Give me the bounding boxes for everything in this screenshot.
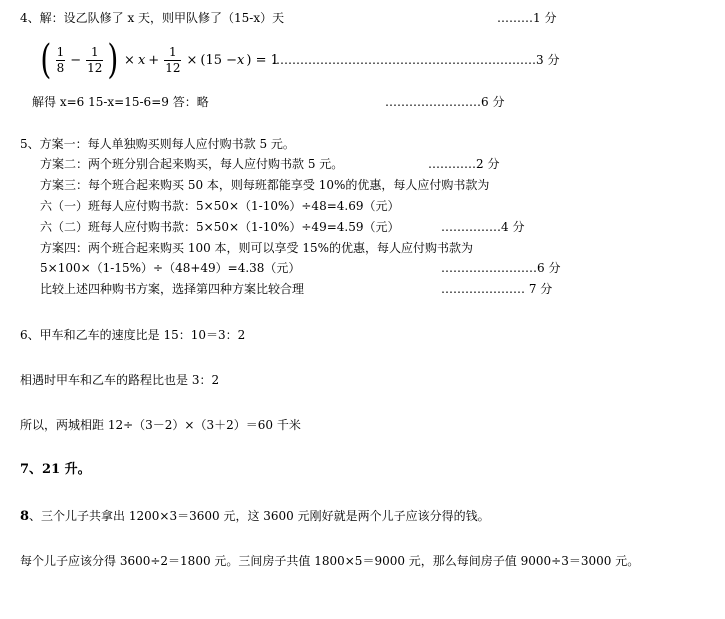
q5-plan3: 方案三：每个班合起来购买 50 本，则每班都能享受 10%的优惠，每人应付购书款为: [40, 178, 490, 192]
q4-solve-score: ……………………6 分: [385, 95, 505, 109]
q8-line2: 每个儿子应该分得 3600÷2＝1800 元。三间房子共值 1800×5＝9000 元，那么每间房子值 9000÷3＝3000 元。: [20, 554, 640, 568]
q5-class6-2-score: ……………4 分: [441, 220, 525, 234]
formula-right-paren: ): [107, 37, 119, 83]
q5-plan2-score: …………2 分: [428, 157, 500, 171]
q6-line3: 所以，两城相距 12÷（3－2）×（3＋2）＝60 千米: [20, 418, 301, 432]
fraction-numerator: 1: [169, 44, 177, 59]
fraction-one-twelfth: [86, 45, 103, 76]
times-sign: ×: [124, 52, 135, 68]
variable-x: x: [237, 52, 245, 68]
minus-sign: −: [70, 52, 82, 68]
fraction-numerator: 1: [90, 44, 99, 59]
q6-line2: 相遇时甲车和乙车的路程比也是 3：2: [20, 373, 220, 387]
fraction-denominator: 12: [87, 60, 103, 75]
q8-line1: [20, 508, 490, 525]
fraction-one-eighth: [56, 45, 66, 76]
q5-plan2: 方案二：两个班分别合起来购买，每人应付购书款 5 元。: [40, 157, 344, 171]
q7-answer: 7、21 升。: [20, 462, 91, 477]
fraction-numerator: 1: [56, 44, 65, 59]
q5-class6-2: 六（二）班每人应付购书款：5×50×（1-10%）÷49=4.59（元）: [40, 220, 400, 234]
q8-number: 8: [20, 509, 30, 524]
plus-sign: +: [148, 52, 160, 68]
q5-class6-1: 六（一）班每人应付购书款：5×50×（1-10%）÷48=4.69（元）: [40, 199, 400, 213]
formula-left-paren: (: [40, 37, 52, 83]
fraction-denominator: 8: [56, 60, 65, 75]
q5-plan1: 5、方案一：每人单独购买则每人应付购书款 5 元。: [20, 137, 295, 151]
formula-tail-end: ) = 1: [246, 52, 279, 68]
q4-equation: [38, 38, 279, 82]
fraction-one-twelfth-second: [164, 45, 181, 76]
q4-solve: 解得 x=6 15-x=15-6=9 答：略: [32, 95, 209, 109]
q4-formula-score: …………………………………………………………3 分: [272, 53, 560, 67]
fraction-denominator: 12: [165, 60, 181, 75]
q5-plan4-score: ……………………6 分: [441, 261, 561, 275]
q4-intro-score: ………1 分: [497, 11, 557, 25]
formula-tail: (15 −: [200, 52, 238, 68]
q8-line1-text: 、三个儿子共拿出 1200×3＝3600 元，这 3600 元刚好就是两个儿子应该分得的钱。: [29, 509, 490, 523]
q6-line1: 6、甲车和乙车的速度比是 15：10＝3：2: [20, 328, 246, 342]
q5-compare: 比较上述四种购书方案，选择第四种方案比较合理: [40, 282, 305, 296]
times-sign: ×: [186, 52, 198, 68]
q5-plan4-calc: 5×100×（1-15%）÷（48+49）=4.38（元）: [40, 261, 301, 275]
variable-x: x: [137, 52, 146, 68]
q4-intro: 4、解：设乙队修了 x 天，则甲队修了（15-x）天: [20, 11, 285, 25]
q5-compare-score: ………………… 7 分: [441, 282, 553, 296]
q5-plan4: 方案四：两个班合起来购买 100 本，则可以享受 15%的优惠，每人应付购书款为: [40, 241, 474, 255]
